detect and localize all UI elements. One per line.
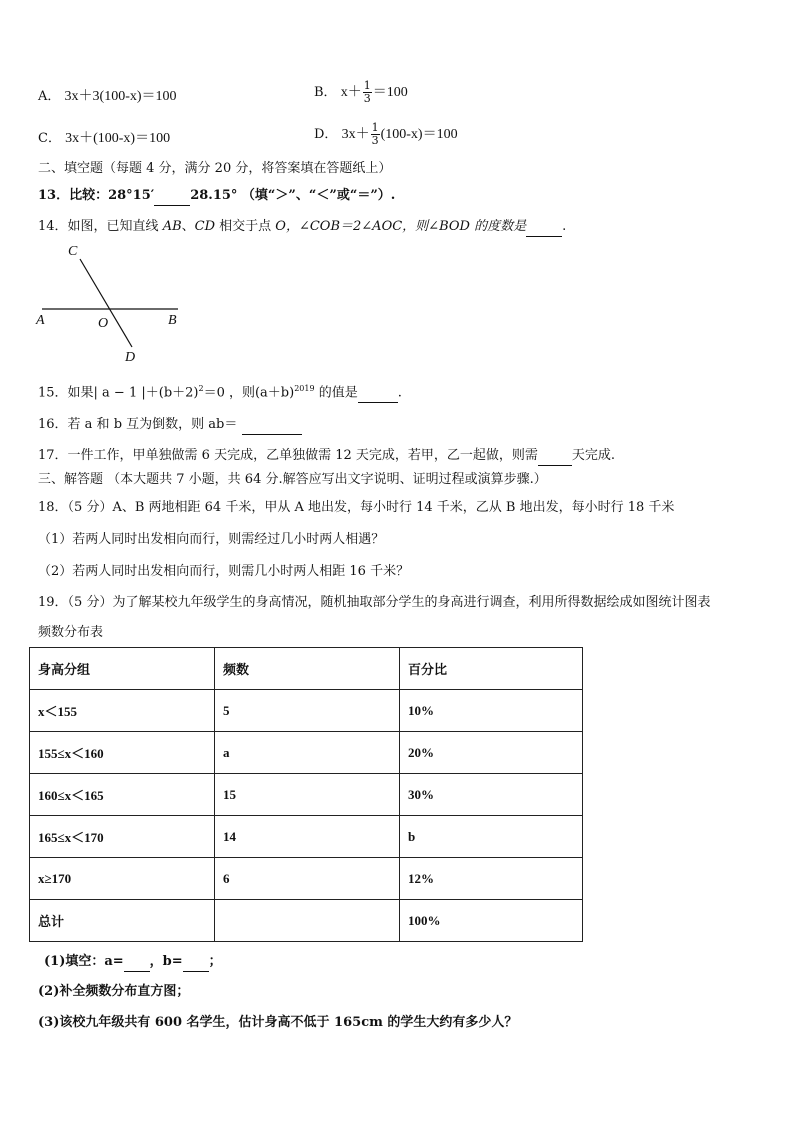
fraction-denominator: 3 <box>371 134 379 147</box>
q14-separator: 、 <box>181 219 195 234</box>
answer-blank <box>124 953 150 972</box>
table-row <box>30 774 583 816</box>
answer-blank <box>526 218 562 237</box>
line-cd <box>80 259 132 347</box>
table-cell: 160≤x＜165 <box>30 774 215 816</box>
question-19-stem: 19．（5 分）为了解某校九年级学生的身高情况，随机抽取部分学生的身高进行调查，利用所得数据绘成如图统计图表 <box>38 595 711 610</box>
option-b <box>314 80 408 105</box>
option-d-label: D． <box>314 127 338 142</box>
option-a <box>38 88 177 106</box>
table-cell: x＜155 <box>30 690 215 732</box>
fraction-numerator: 1 <box>363 79 371 92</box>
question-15 <box>38 380 402 403</box>
question-16 <box>38 416 302 435</box>
table-header: 身高分组 <box>30 648 215 690</box>
question-17 <box>38 447 615 466</box>
table-cell: 5 <box>215 690 400 732</box>
q13-text-pre: 13．比较：28°15′ <box>38 188 155 203</box>
option-d <box>314 122 458 147</box>
label-d: D <box>125 350 136 365</box>
option-b-equation-pre: x＋ <box>340 85 362 100</box>
question-19-part-1 <box>44 953 222 972</box>
label-o: O <box>98 316 109 331</box>
table-cell: 10% <box>400 690 583 732</box>
answer-blank <box>538 447 572 466</box>
option-d-equation-post: (100-x)＝100 <box>380 127 458 142</box>
answer-blank <box>154 187 190 206</box>
option-c <box>38 130 170 148</box>
question-19-part-2: (2)补全频数分布直方图； <box>38 984 190 999</box>
table-row-total <box>30 900 583 942</box>
question-18-stem: 18．（5 分）A、B 两地相距 64 千米，甲从 A 地出发，每小时行 14 千米，乙从 B 地出发，每小时行 18 千米 <box>38 500 675 515</box>
answer-blank <box>242 416 302 435</box>
answer-blank <box>183 953 209 972</box>
option-d-fraction <box>371 122 380 147</box>
question-13 <box>38 187 395 206</box>
table-title: 频数分布表 <box>38 625 104 640</box>
q15-text-pre: 15．如果| a − 1 |＋(b＋2) <box>38 385 199 401</box>
table-cell: 30% <box>400 774 583 816</box>
q17-text-pre: 17．一件工作，甲单独做需 6 天完成，乙单独做需 12 天完成，若甲，乙一起做，则需 <box>38 448 538 463</box>
q13-text-post: 28.15° （填“＞”、“＜”或“＝”）. <box>190 188 396 203</box>
option-c-label: C． <box>38 131 61 146</box>
table-cell: 15 <box>215 774 400 816</box>
table-cell: a <box>215 732 400 774</box>
table-row <box>30 690 583 732</box>
option-a-label: A． <box>38 89 61 104</box>
table-cell: 20% <box>400 732 583 774</box>
section-heading-solutions: 三、解答题 （本大题共 7 小题，共 64 分.解答应写出文字说明、证明过程或演算步骤.） <box>38 472 547 487</box>
q16-text: 16．若 a 和 b 互为倒数，则 ab＝ <box>38 417 238 432</box>
answer-blank <box>358 384 398 403</box>
table-row <box>30 732 583 774</box>
table-cell: 总计 <box>30 900 215 942</box>
table-cell: 6 <box>215 858 400 900</box>
table-header: 百分比 <box>400 648 583 690</box>
q14-text-pre: 14．如图，已知直线 <box>38 219 163 234</box>
fraction-numerator: 1 <box>371 121 379 134</box>
option-c-equation: 3x＋(100-x)＝100 <box>65 131 171 146</box>
q14-text-mid: 相交于点 <box>215 219 276 234</box>
option-d-equation-pre: 3x＋ <box>341 127 370 142</box>
question-19-part-3: (3)该校九年级共有 600 名学生，估计身高不低于 165cm 的学生大约有多少人？ <box>38 1015 518 1030</box>
fraction-denominator: 3 <box>363 92 371 105</box>
table-cell: x≥170 <box>30 858 215 900</box>
q15-text-end: . <box>397 385 402 401</box>
q14-text-rest: ，∠COB＝2∠AOC，则∠BOD 的度数是 <box>285 219 527 234</box>
q14-line-ab: AB <box>162 219 182 234</box>
table-header-row <box>30 648 583 690</box>
question-14 <box>38 218 566 237</box>
q15-square: 2 <box>198 384 204 393</box>
option-b-label: B． <box>314 85 337 100</box>
option-b-equation-post: ＝100 <box>372 85 408 100</box>
table-header: 频数 <box>215 648 400 690</box>
table-cell: 12% <box>400 858 583 900</box>
table-row <box>30 816 583 858</box>
table-cell: 14 <box>215 816 400 858</box>
option-b-fraction <box>363 80 372 105</box>
label-a: A <box>36 313 45 328</box>
q19-p1-text-mid: ，b= <box>149 954 183 969</box>
q15-text-mid: ＝0 ，则(a＋b) <box>203 385 295 401</box>
question-18-part-2: （2）若两人同时出发相向而行，则需几小时两人相距 16 千米？ <box>38 564 410 579</box>
q19-p1-text-end: ； <box>208 954 222 969</box>
table-cell: 155≤x＜160 <box>30 732 215 774</box>
q17-text-post: 天完成. <box>571 448 616 463</box>
table-cell: 165≤x＜170 <box>30 816 215 858</box>
q15-exponent: 2019 <box>294 384 315 393</box>
q14-text-end: . <box>562 219 567 234</box>
label-c: C <box>68 244 78 259</box>
question-18-part-1: （1）若两人同时出发相向而行，则需经过几小时两人相遇？ <box>38 532 385 547</box>
q14-line-cd: CD <box>194 219 216 234</box>
section-heading-fill-in: 二、填空题（每题 4 分，满分 20 分，将答案填在答题纸上） <box>38 161 392 176</box>
intersecting-lines-figure <box>34 240 194 365</box>
frequency-distribution-table <box>29 647 583 942</box>
table-row <box>30 858 583 900</box>
q14-point-o: O <box>275 219 286 234</box>
table-cell <box>215 900 400 942</box>
q19-p1-text-pre: (1)填空：a= <box>44 954 124 969</box>
table-cell: b <box>400 816 583 858</box>
option-a-equation: 3x＋3(100-x)＝100 <box>64 89 177 104</box>
label-b: B <box>168 313 177 328</box>
table-cell: 100% <box>400 900 583 942</box>
q15-text-post: 的值是 <box>314 385 358 401</box>
